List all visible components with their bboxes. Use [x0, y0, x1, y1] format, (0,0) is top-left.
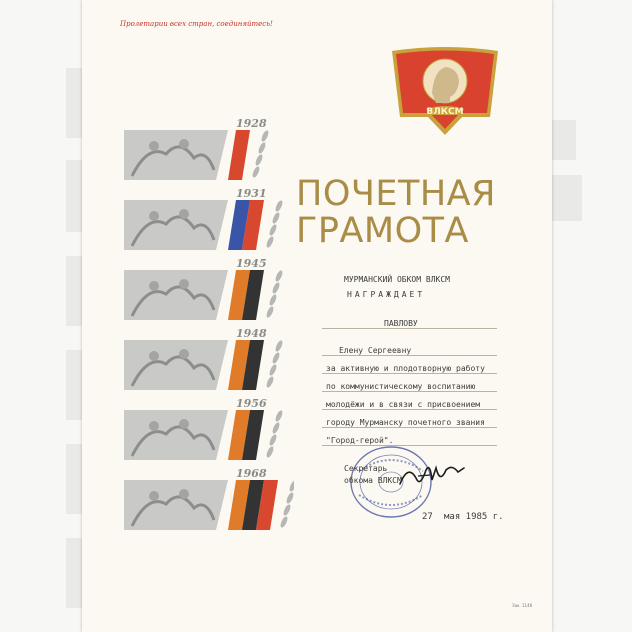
history-panel [124, 257, 284, 320]
ghost-left-3 [66, 256, 82, 326]
signature [396, 458, 468, 492]
fill-line [322, 391, 497, 392]
panel-year-label: 1968 [236, 467, 267, 480]
ghost-left-6 [66, 538, 82, 608]
history-panel [124, 118, 270, 180]
body-line: по коммунистическому воспитанию [326, 382, 476, 391]
ghost-left-2 [66, 160, 82, 232]
fill-line [322, 427, 497, 428]
ghost-right-1 [552, 120, 576, 160]
awards-text: НАГРАЖДАЕТ [347, 290, 426, 299]
fill-line [322, 373, 497, 374]
panel-year-label: 1948 [236, 327, 267, 340]
certificate-sheet [82, 0, 552, 632]
title-line1: ПОЧЕТНАЯ [296, 174, 496, 214]
order-note: Зак. 1146 [512, 603, 533, 608]
panel-year-label: 1928 [236, 118, 267, 130]
history-panels [124, 118, 294, 538]
history-panel [124, 327, 284, 390]
history-panel [124, 467, 294, 530]
secretary-line2: обкома ВЛКСМ [344, 476, 402, 485]
issuer-text: МУРМАНСКИЙ ОБКОМ ВЛКСМ [344, 275, 450, 284]
badge-label: ВЛКСМ [426, 107, 464, 117]
body-line: за активную и плодотворную работу [326, 364, 485, 373]
ghost-right-2 [552, 175, 582, 221]
body-line: "Город-герой". [326, 436, 394, 445]
komsomol-badge [384, 45, 506, 137]
motto-text: Пролетарии всех стран, соединяйтесь! [120, 20, 273, 28]
body-line: городу Мурманску почетного звания [326, 418, 485, 427]
panel-year-label: 1931 [236, 187, 267, 200]
ghost-left-4 [66, 350, 82, 420]
secretary-line1: Секретарь [344, 464, 388, 473]
body-line: молодёжи и в связи с присвоением [326, 400, 481, 409]
ghost-left-5 [66, 444, 82, 514]
recipient-given-name: Елену Сергеевну [339, 346, 412, 355]
recipient-surname: ПАВЛОВУ [384, 319, 418, 328]
panel-year-label: 1945 [236, 257, 267, 270]
fill-line [322, 409, 497, 410]
history-panel [124, 397, 284, 460]
panel-year-label: 1956 [236, 397, 267, 410]
panels-svg [124, 118, 294, 538]
date-rest: мая 1985 г. [444, 512, 504, 522]
date-day: 27 [422, 512, 433, 522]
title-line2: ГРАМОТА [296, 211, 469, 251]
history-panel [124, 187, 284, 250]
fill-line [322, 328, 497, 329]
fill-line [322, 355, 497, 356]
ghost-left-1 [66, 68, 82, 138]
